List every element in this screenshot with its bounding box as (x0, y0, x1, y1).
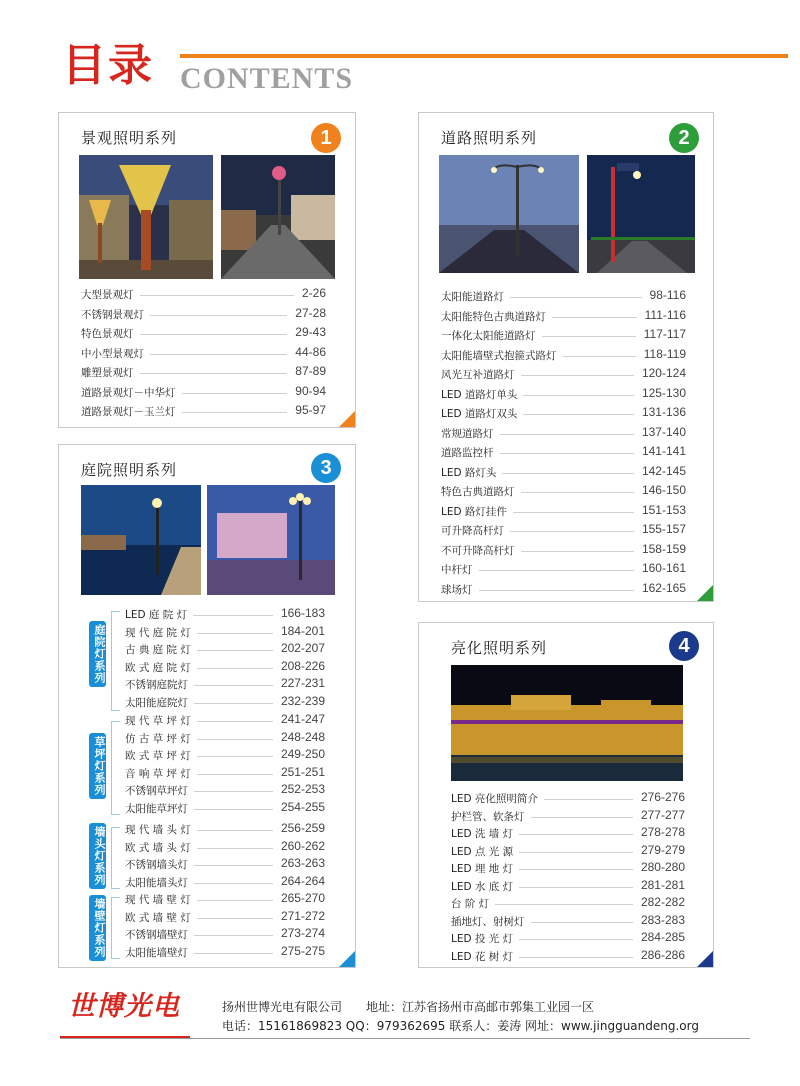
page-range: 271-272 (280, 908, 325, 923)
item-label: LED 亮化照明简介 (451, 793, 538, 805)
leader-line (197, 774, 273, 775)
item-label: 不锈钢庭院灯 (125, 679, 188, 692)
leader-line (140, 373, 287, 374)
item-label: 太阳能墙头灯 (125, 876, 188, 889)
page-range: 263-263 (280, 856, 325, 871)
list-item (451, 859, 685, 877)
item-label: LED 花 树 灯 (451, 950, 514, 963)
leader-line (197, 650, 273, 651)
list-item (125, 943, 325, 961)
list-item (441, 346, 686, 366)
leader-line (197, 848, 273, 849)
corner-accent (697, 951, 713, 967)
list-item (451, 947, 685, 965)
page-range: 282-282 (640, 895, 685, 909)
page-range: 241-247 (280, 712, 325, 726)
item-label: 雕塑景观灯 (81, 367, 134, 379)
list-item (125, 838, 325, 856)
item-label: 太阳能特色古典道路灯 (441, 310, 546, 323)
list-item (81, 305, 326, 325)
list-item (441, 385, 686, 405)
list-item (125, 605, 325, 623)
item-label: 中小型景观灯 (81, 347, 144, 360)
page-range: 260-262 (280, 838, 325, 853)
item-label: 道路景观灯－玉兰灯 (81, 406, 176, 418)
leader-line (150, 354, 287, 355)
page-range: 87-89 (295, 364, 326, 378)
page-range: 254-255 (280, 799, 325, 814)
item-label: 音 响 草 坪 灯 (125, 767, 191, 780)
list-item (441, 541, 686, 561)
page-range: 162-165 (641, 580, 686, 595)
corner-accent (697, 585, 713, 601)
list-item (81, 402, 326, 422)
list-item (125, 820, 325, 838)
item-label: 插地灯、射树灯 (451, 915, 525, 928)
leader-line (510, 297, 642, 298)
item-list-wall-top (125, 820, 325, 890)
item-label: 不锈钢墙壁灯 (125, 929, 188, 942)
page-range: 264-264 (280, 873, 325, 888)
group-bracket (111, 827, 120, 889)
page-range: 249-250 (280, 747, 325, 762)
item-list-courtyard (125, 605, 325, 711)
section-landscape-lighting (58, 112, 356, 428)
item-label: LED 投 光 灯 (451, 933, 514, 945)
list-item (451, 894, 685, 912)
page-range: 98-116 (649, 288, 686, 302)
item-label: 太阳能墙壁式抱箍式路灯 (441, 349, 557, 362)
item-label: 太阳能庭院灯 (125, 696, 188, 709)
page-title: 目录 (62, 40, 154, 91)
page-range: 158-159 (641, 541, 686, 556)
item-label: 风光互补道路灯 (441, 369, 515, 381)
list-item (441, 287, 686, 307)
list-item (441, 463, 686, 483)
night-building-photo (451, 665, 683, 781)
list-item (125, 764, 325, 782)
list-item (125, 729, 325, 747)
item-label: 中杆灯 (441, 564, 473, 576)
item-label: LED 庭 院 灯 (125, 609, 188, 621)
page-range: 141-141 (641, 444, 686, 458)
page-range: 137-140 (641, 424, 686, 439)
section-garden-lighting (58, 444, 356, 968)
leader-line (197, 739, 273, 740)
page-range: 117-117 (643, 327, 686, 341)
item-label: 太阳能草坪灯 (125, 802, 188, 815)
list-item (125, 781, 325, 799)
page-range: 160-161 (641, 561, 686, 575)
corner-accent (339, 411, 355, 427)
page-range: 111-116 (644, 307, 686, 322)
leader-line (519, 852, 633, 853)
page-range: 29-43 (295, 325, 326, 339)
list-item (451, 929, 685, 947)
list-item (451, 824, 685, 842)
courtyard-lamp-photo (221, 155, 335, 279)
page-range: 275-275 (280, 943, 325, 958)
item-label: 特色古典道路灯 (441, 486, 515, 498)
item-label: 特色景观灯 (81, 328, 134, 340)
company-contact: 电话：15161869823 QQ：979362695 联系人：姜涛 网址：www.jingguandeng.org (222, 1019, 699, 1033)
page-range: 273-274 (280, 926, 325, 941)
item-label: 太阳能道路灯 (441, 291, 504, 303)
leader-line (521, 375, 634, 376)
list-item (451, 877, 685, 895)
garden-lamp-photo (207, 485, 335, 595)
company-logo: 世博光电 (68, 991, 180, 1022)
group-bracket (111, 897, 120, 959)
page-range: 281-281 (640, 877, 685, 892)
item-label: 可升降高杆灯 (441, 525, 504, 537)
item-label: 一体化太阳能道路灯 (441, 330, 536, 342)
list-item (81, 344, 326, 364)
list-item (125, 925, 325, 943)
page-range: 2-26 (301, 286, 326, 300)
leader-line (495, 904, 633, 905)
item-list (451, 789, 685, 964)
road-lamp-photo (439, 155, 579, 273)
leader-line (193, 615, 273, 616)
item-label: LED 水 底 灯 (451, 880, 514, 893)
leader-line (502, 473, 634, 474)
leader-line (542, 336, 636, 337)
section-title: 道路照明系列 (441, 129, 538, 147)
leader-line (182, 393, 287, 394)
page-range: 232-239 (280, 693, 325, 708)
item-label: LED 道路灯双头 (441, 408, 518, 420)
leader-line (500, 434, 634, 435)
leader-line (513, 512, 634, 513)
leader-line (519, 834, 633, 835)
page-range: 90-94 (295, 383, 326, 398)
page-range: 125-130 (641, 385, 686, 400)
list-item (125, 675, 325, 693)
section-decorative-lighting (418, 622, 714, 968)
page-range: 166-183 (280, 606, 325, 620)
leader-line (194, 865, 273, 866)
list-item (441, 580, 686, 600)
leader-line (521, 551, 634, 552)
item-label: 太阳能墙壁灯 (125, 946, 188, 959)
list-item (125, 873, 325, 891)
leader-line (197, 900, 273, 901)
list-item (441, 424, 686, 444)
item-label: 不锈钢草坪灯 (125, 785, 188, 798)
list-item (441, 307, 686, 327)
item-label: LED 路灯头 (441, 466, 497, 479)
page-range: 142-145 (641, 463, 686, 478)
section-title: 景观照明系列 (81, 129, 178, 147)
leader-line (197, 830, 273, 831)
item-label: 道路监控杆 (441, 447, 494, 459)
leader-line (552, 317, 637, 318)
leader-line (140, 334, 287, 335)
item-label: LED 点 光 源 (451, 845, 514, 858)
page-range: 202-207 (280, 641, 325, 656)
item-label: 现 代 草 坪 灯 (125, 715, 191, 727)
leader-line (194, 809, 273, 810)
item-label: LED 洗 墙 灯 (451, 828, 514, 840)
page-range: 44-86 (295, 344, 326, 359)
list-item (125, 855, 325, 873)
leader-line (531, 817, 633, 818)
page-range: 146-150 (641, 483, 686, 497)
header-rule (180, 54, 788, 58)
list-item (441, 443, 686, 463)
item-label: 大型景观灯 (81, 289, 134, 301)
category-tag-courtyard: 庭院灯系列 (89, 621, 106, 687)
leader-line (194, 703, 273, 704)
item-label: 现 代 庭 院 灯 (125, 626, 191, 639)
group-bracket (111, 721, 120, 815)
leader-line (197, 721, 273, 722)
leader-line (523, 395, 634, 396)
list-item (125, 711, 325, 729)
corner-accent (339, 951, 355, 967)
leader-line (194, 791, 273, 792)
page-range: 120-124 (641, 366, 686, 380)
section-title: 庭院照明系列 (81, 461, 178, 479)
item-label: 古 典 庭 院 灯 (125, 644, 191, 657)
page-range: 95-97 (295, 403, 326, 417)
page-range: 131-136 (641, 405, 686, 419)
leader-line (510, 531, 634, 532)
list-item (441, 482, 686, 502)
list-item (441, 365, 686, 385)
list-item (125, 640, 325, 658)
page-range: 279-279 (640, 842, 685, 857)
page-range: 208-226 (280, 658, 325, 673)
page-range: 256-259 (280, 821, 325, 835)
leader-line (150, 315, 287, 316)
page-range: 151-153 (641, 502, 686, 517)
item-label: 不锈钢景观灯 (81, 308, 144, 321)
leader-line (194, 685, 273, 686)
category-tag-wall: 墙壁灯系列 (89, 895, 106, 961)
item-list (81, 285, 326, 422)
list-item (441, 326, 686, 346)
list-item (441, 521, 686, 541)
section-number-badge: 4 (669, 631, 699, 661)
item-label: 球场灯 (441, 583, 473, 596)
list-item (451, 789, 685, 807)
footer-rule (60, 1038, 750, 1039)
item-label: 道路景观灯－中华灯 (81, 386, 176, 399)
item-label: 台 阶 灯 (451, 898, 490, 910)
list-item (441, 560, 686, 580)
item-label: LED 埋 地 灯 (451, 863, 514, 875)
section-title: 亮化照明系列 (451, 639, 548, 657)
leader-line (500, 453, 634, 454)
list-item (125, 623, 325, 641)
leader-line (519, 939, 633, 940)
list-item (451, 842, 685, 860)
page-range: 248-248 (280, 729, 325, 744)
leader-line (197, 668, 273, 669)
page-range: 265-270 (280, 891, 325, 905)
company-address: 扬州世博光电有限公司 地址：江苏省扬州市高邮市郭集工业园一区 (222, 1000, 595, 1014)
group-bracket (111, 611, 120, 711)
list-item (125, 908, 325, 926)
list-item (441, 502, 686, 522)
leader-line (197, 633, 273, 634)
page-range: 155-157 (641, 522, 686, 536)
list-item (441, 404, 686, 424)
leader-line (197, 756, 273, 757)
leader-line (182, 412, 287, 413)
leader-line (544, 799, 633, 800)
item-label: 常规道路灯 (441, 427, 494, 440)
page-range: 252-253 (280, 782, 325, 797)
leader-line (197, 918, 273, 919)
leader-line (519, 887, 633, 888)
section-number-badge: 2 (669, 123, 699, 153)
list-item (125, 693, 325, 711)
page-range: 276-276 (640, 790, 685, 804)
category-tag-wall-top: 墙头灯系列 (89, 823, 106, 889)
item-label: 不可升降高杆灯 (441, 544, 515, 557)
leader-line (521, 492, 634, 493)
item-label: 欧 式 墙 壁 灯 (125, 911, 191, 924)
leader-line (523, 414, 634, 415)
page-range: 277-277 (640, 807, 685, 822)
leader-line (519, 957, 633, 958)
list-item (451, 807, 685, 825)
list-item (125, 799, 325, 817)
item-label: LED 道路灯单头 (441, 388, 518, 401)
item-label: 欧 式 草 坪 灯 (125, 750, 191, 763)
page-range: 227-231 (280, 676, 325, 691)
page-range: 27-28 (295, 305, 326, 320)
page-range: 251-251 (280, 764, 325, 779)
leader-line (531, 922, 633, 923)
solar-road-lamp-photo (587, 155, 695, 273)
item-label: 护栏管、软条灯 (451, 810, 525, 823)
leader-line (194, 883, 273, 884)
item-label: 欧 式 庭 院 灯 (125, 661, 191, 674)
item-label: LED 路灯挂件 (441, 505, 507, 518)
page-subtitle: CONTENTS (180, 62, 354, 95)
item-list-wall (125, 890, 325, 960)
list-item (81, 383, 326, 403)
page-range: 284-285 (640, 930, 685, 944)
leader-line (519, 869, 633, 870)
landscape-lamp-photo (79, 155, 213, 279)
list-item (451, 912, 685, 930)
list-item (125, 890, 325, 908)
leader-line (140, 295, 294, 296)
page-range: 118-119 (643, 346, 686, 361)
section-number-badge: 3 (311, 453, 341, 483)
leader-line (479, 570, 634, 571)
leader-line (194, 953, 273, 954)
page-range: 286-286 (640, 947, 685, 962)
page-range: 278-278 (640, 825, 685, 839)
waterfront-lamp-photo (81, 485, 201, 595)
item-list-lawn (125, 711, 325, 817)
item-list (441, 287, 686, 599)
section-number-badge: 1 (311, 123, 341, 153)
leader-line (563, 356, 636, 357)
footer-accent-rule (60, 1036, 190, 1038)
leader-line (194, 935, 273, 936)
page-range: 184-201 (280, 623, 325, 638)
list-item (125, 658, 325, 676)
item-label: 现 代 墙 头 灯 (125, 824, 191, 836)
list-item (81, 363, 326, 383)
page-range: 280-280 (640, 860, 685, 874)
section-road-lighting (418, 112, 714, 602)
item-label: 不锈钢墙头灯 (125, 859, 188, 872)
list-item (125, 746, 325, 764)
page-range: 283-283 (640, 912, 685, 927)
list-item (81, 285, 326, 305)
leader-line (479, 590, 634, 591)
item-label: 仿 古 草 坪 灯 (125, 732, 191, 745)
item-label: 欧 式 墙 头 灯 (125, 841, 191, 854)
list-item (81, 324, 326, 344)
item-label: 现 代 墙 壁 灯 (125, 894, 191, 906)
category-tag-lawn: 草坪灯系列 (89, 733, 106, 799)
